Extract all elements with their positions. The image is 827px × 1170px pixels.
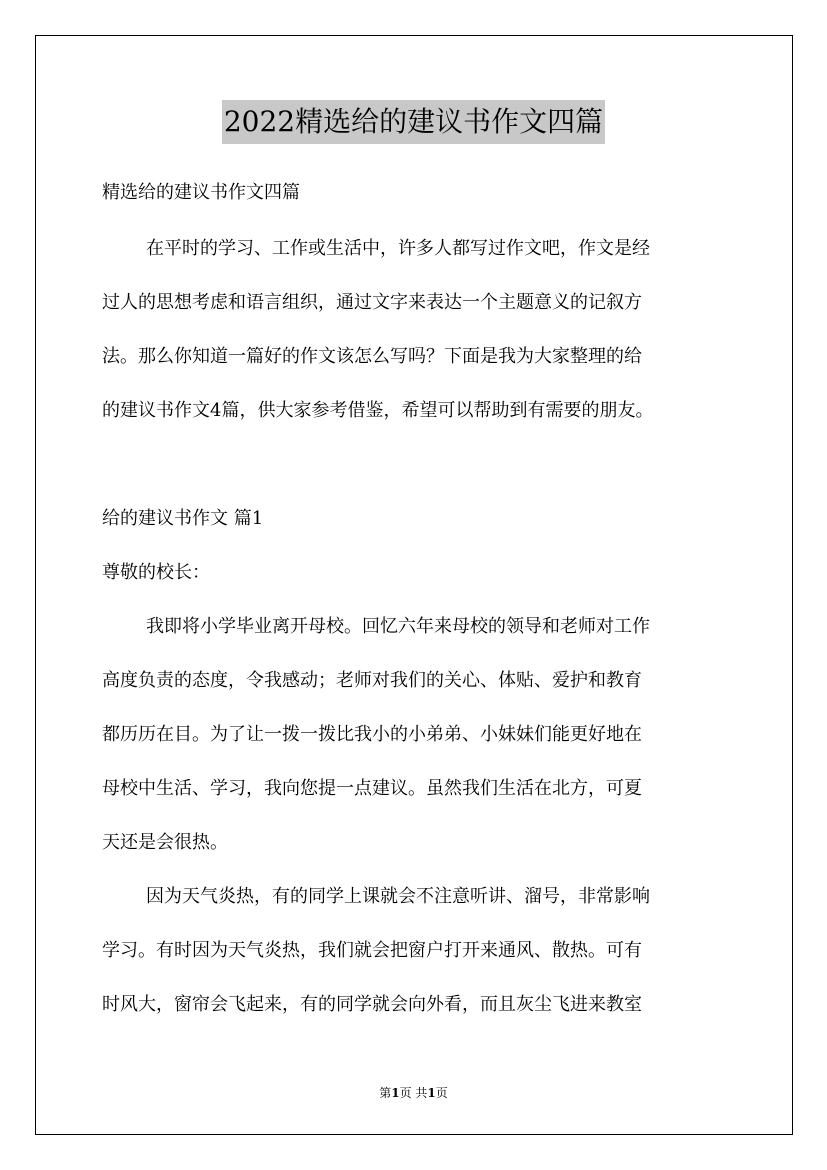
footer-total-pages: 1 bbox=[427, 1086, 436, 1100]
footer-prefix: 第 bbox=[379, 1086, 392, 1100]
footer-mid: 页 共 bbox=[399, 1086, 428, 1100]
para1-line-5: 天还是会很热。 bbox=[102, 832, 228, 853]
para2-line-1: 因为天气炎热，有的同学上课就会不注意听讲、溜号，非常影响 bbox=[146, 886, 650, 907]
para2-line-3: 时风大，窗帘会飞起来，有的同学就会向外看，而且灰尘飞进来教室 bbox=[102, 994, 642, 1015]
para2-line-2: 学习。有时因为天气炎热，我们就会把窗户打开来通风、散热。可有 bbox=[102, 940, 642, 961]
para1-line-3: 都历历在目。为了让一拨一拨比我小的小弟弟、小妹妹们能更好地在 bbox=[102, 724, 642, 745]
document-title-wrap bbox=[0, 100, 827, 144]
page-footer bbox=[0, 1084, 827, 1101]
intro-line-4: 的建议书作文4篇，供大家参考借鉴，希望可以帮助到有需要的朋友。 bbox=[102, 400, 654, 421]
intro-line-2: 过人的思想考虑和语言组织，通过文字来表达一个主题意义的记叙方 bbox=[102, 292, 642, 313]
footer-suffix: 页 bbox=[435, 1086, 448, 1100]
para1-line-1: 我即将小学毕业离开母校。回忆六年来母校的领导和老师对工作 bbox=[146, 616, 650, 637]
intro-line-1: 在平时的学习、工作或生活中，许多人都写过作文吧，作文是经 bbox=[146, 238, 650, 259]
para1-line-4: 母校中生活、学习，我向您提一点建议。虽然我们生活在北方，可夏 bbox=[102, 778, 642, 799]
para1-line-2: 高度负责的态度，令我感动；老师对我们的关心、体贴、爱护和教育 bbox=[102, 670, 642, 691]
section-heading: 给的建议书作文 篇1 bbox=[102, 508, 264, 529]
footer-page-number: 1 bbox=[391, 1086, 400, 1100]
subtitle: 精选给的建议书作文四篇 bbox=[102, 182, 300, 203]
salutation: 尊敬的校长： bbox=[102, 562, 210, 583]
intro-line-3: 法。那么你知道一篇好的作文该怎么写吗？下面是我为大家整理的给 bbox=[102, 346, 642, 367]
document-title: 2022精选给的建议书作文四篇 bbox=[222, 100, 605, 144]
